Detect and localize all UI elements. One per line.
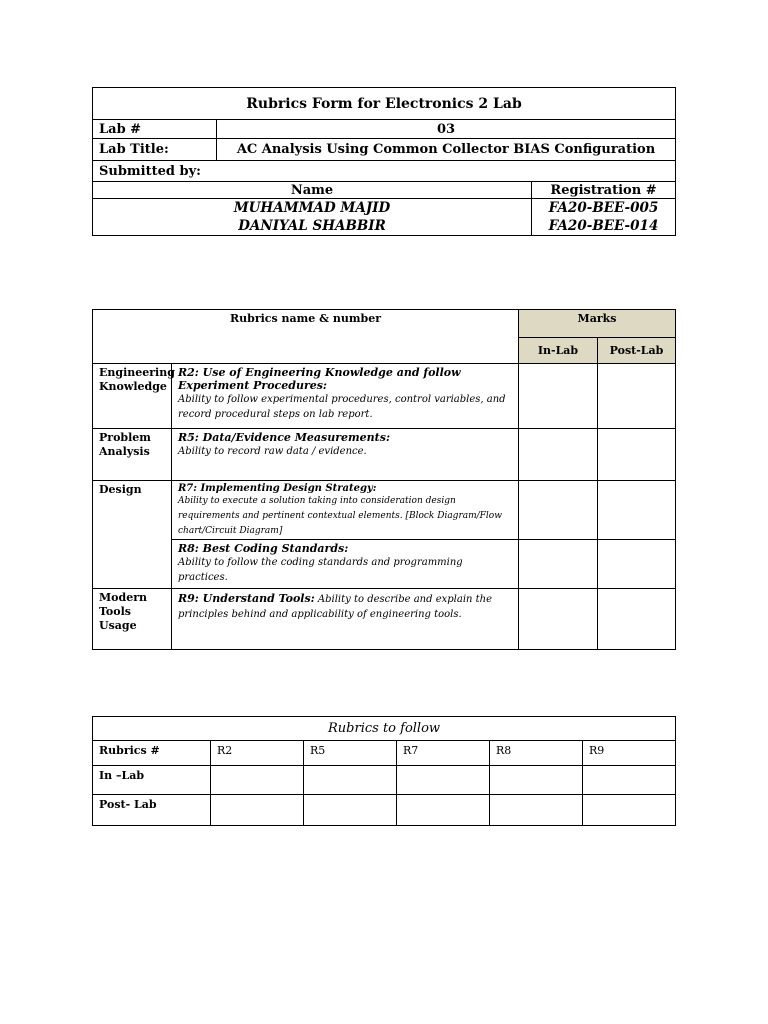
r2-post-lab-cell[interactable]: [598, 364, 676, 429]
category-modern-tools-usage: Modern Tools Usage: [93, 589, 172, 650]
r8-in-lab-cell[interactable]: [519, 540, 598, 589]
student-registration-1: FA20-BEE-005: [548, 200, 659, 216]
rubric-r7-description: Ability to execute a solution taking into consideration design requirements and pertinent contextual elements. [Block Diagram/Flow chart/Circuit Diagram]: [178, 496, 502, 536]
rubrics-to-follow-table: [92, 716, 676, 826]
rubric-r7: [172, 481, 519, 540]
in-lab-row-label: In –Lab: [93, 766, 211, 795]
category-design: Design: [93, 481, 172, 589]
post-lab-r7-cell[interactable]: [397, 795, 490, 826]
name-header: Name: [93, 182, 532, 199]
follow-col-r2: R2: [211, 741, 304, 766]
in-lab-r8-cell[interactable]: [490, 766, 583, 795]
post-lab-r5-cell[interactable]: [304, 795, 397, 826]
rubric-r5-title: R5: Data/Evidence Measurements:: [178, 431, 391, 444]
rubrics-to-follow-title: Rubrics to follow: [93, 717, 676, 741]
lab-title-value: AC Analysis Using Common Collector BIAS Configuration: [217, 139, 676, 161]
rubrics-table: [92, 309, 676, 650]
lab-number-label: Lab #: [93, 120, 217, 139]
r5-post-lab-cell[interactable]: [598, 429, 676, 481]
r5-in-lab-cell[interactable]: [519, 429, 598, 481]
rubric-r9: [172, 589, 519, 650]
follow-col-r8: R8: [490, 741, 583, 766]
in-lab-r9-cell[interactable]: [583, 766, 676, 795]
lab-number-value: 03: [217, 120, 676, 139]
r2-in-lab-cell[interactable]: [519, 364, 598, 429]
student-name-2: DANIYAL SHABBIR: [238, 218, 386, 234]
student-registrations: [532, 199, 676, 236]
rubrics-number-label: Rubrics #: [93, 741, 211, 766]
rubric-r5-description: Ability to record raw data / evidence.: [178, 446, 367, 457]
follow-col-r9: R9: [583, 741, 676, 766]
category-problem-analysis: Problem Analysis: [93, 429, 172, 481]
post-lab-r8-cell[interactable]: [490, 795, 583, 826]
rubric-r2-description: Ability to follow experimental procedures, control variables, and record procedural steps on lab report.: [178, 394, 506, 420]
lab-title-label: Lab Title:: [93, 139, 217, 161]
submitted-by-label: Submitted by:: [93, 161, 676, 182]
post-lab-r2-cell[interactable]: [211, 795, 304, 826]
rubric-r2-title: R2: Use of Engineering Knowledge and follow Experiment Procedures:: [178, 366, 461, 392]
student-registration-2: FA20-BEE-014: [548, 218, 659, 234]
r9-post-lab-cell[interactable]: [598, 589, 676, 650]
r7-in-lab-cell[interactable]: [519, 481, 598, 540]
rubric-r9-title: R9: Understand Tools:: [178, 592, 315, 605]
rubric-r8-description: Ability to follow the coding standards and programming practices.: [178, 557, 463, 583]
registration-header: Registration #: [532, 182, 676, 199]
post-lab-header: Post-Lab: [598, 338, 676, 364]
in-lab-header: In-Lab: [519, 338, 598, 364]
rubric-r7-title: R7: Implementing Design Strategy:: [178, 483, 377, 494]
post-lab-r9-cell[interactable]: [583, 795, 676, 826]
lab-info-table: [92, 87, 676, 236]
rubric-r9-description: Ability to describe and explain the principles behind and applicability of engineering tools.: [178, 594, 493, 620]
r7-post-lab-cell[interactable]: [598, 481, 676, 540]
rubric-r8-title: R8: Best Coding Standards:: [178, 542, 349, 555]
marks-header: Marks: [519, 310, 676, 338]
rubrics-name-header: Rubrics name & number: [93, 310, 519, 364]
r8-post-lab-cell[interactable]: [598, 540, 676, 589]
in-lab-r2-cell[interactable]: [211, 766, 304, 795]
in-lab-r5-cell[interactable]: [304, 766, 397, 795]
r9-in-lab-cell[interactable]: [519, 589, 598, 650]
student-name-1: MUHAMMAD MAJID: [233, 200, 391, 216]
post-lab-row-label: Post- Lab: [93, 795, 211, 826]
rubric-r5: [172, 429, 519, 481]
student-names: [93, 199, 532, 236]
in-lab-r7-cell[interactable]: [397, 766, 490, 795]
follow-col-r5: R5: [304, 741, 397, 766]
category-engineering-knowledge: Engineering Knowledge: [93, 364, 172, 429]
form-title: Rubrics Form for Electronics 2 Lab: [93, 88, 676, 120]
follow-col-r7: R7: [397, 741, 490, 766]
rubric-r8: [172, 540, 519, 589]
rubric-r2: [172, 364, 519, 429]
